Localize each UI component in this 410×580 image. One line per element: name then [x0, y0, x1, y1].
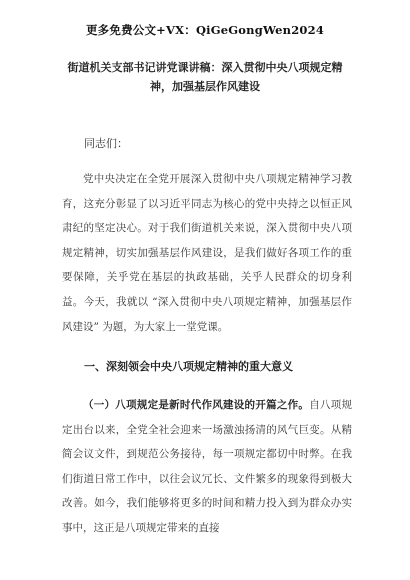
subsection-lead-1: （一）八项规定是新时代作风建设的开篇之作。	[83, 399, 310, 411]
document-title: 街道机关支部书记讲党课讲稿：深入贯彻中央八项规定精神，加强基层作风建设	[67, 61, 343, 93]
body-paragraph-subsection-1	[62, 393, 352, 541]
header-promo-text: 更多免费公文+VX：QiGeGongWen2024	[85, 23, 325, 37]
body-paragraph-intro: 党中央决定在全党开展深入贯彻中央八项规定精神学习教育，这充分彰显了以习近平同志为核心的党中央持之以恒正风肃纪的坚定决心。对于我们街道机关来说，深入贯彻中央八项规定精神，切实加强基层作风建设，是我们做好各项工作的重要保障，关乎党在基层的执政基础，关乎人民群众的切身利益。今天，我就以 “深入贯彻中央八项规定精神，加强基层作风建设” 为题，为大家上一堂党课。	[62, 173, 352, 333]
subsection-body-1: 自八项规定出台以来，全党全社会迎来一场激浊扬清的风气巨变。从精简会议文件，到规范公务接待，每一项规定都切中时弊。在我们街道日常工作中，以往会议冗长、文件繁多的现象得到极大改善。如今，我们能够将更多的时间和精力投入到为群众办实事中，这正是八项规定带来的直接	[62, 399, 352, 534]
section-heading-1: 一、深刻领会中央八项规定精神的重大意义	[84, 360, 293, 373]
salutation: 同志们：	[84, 137, 128, 150]
